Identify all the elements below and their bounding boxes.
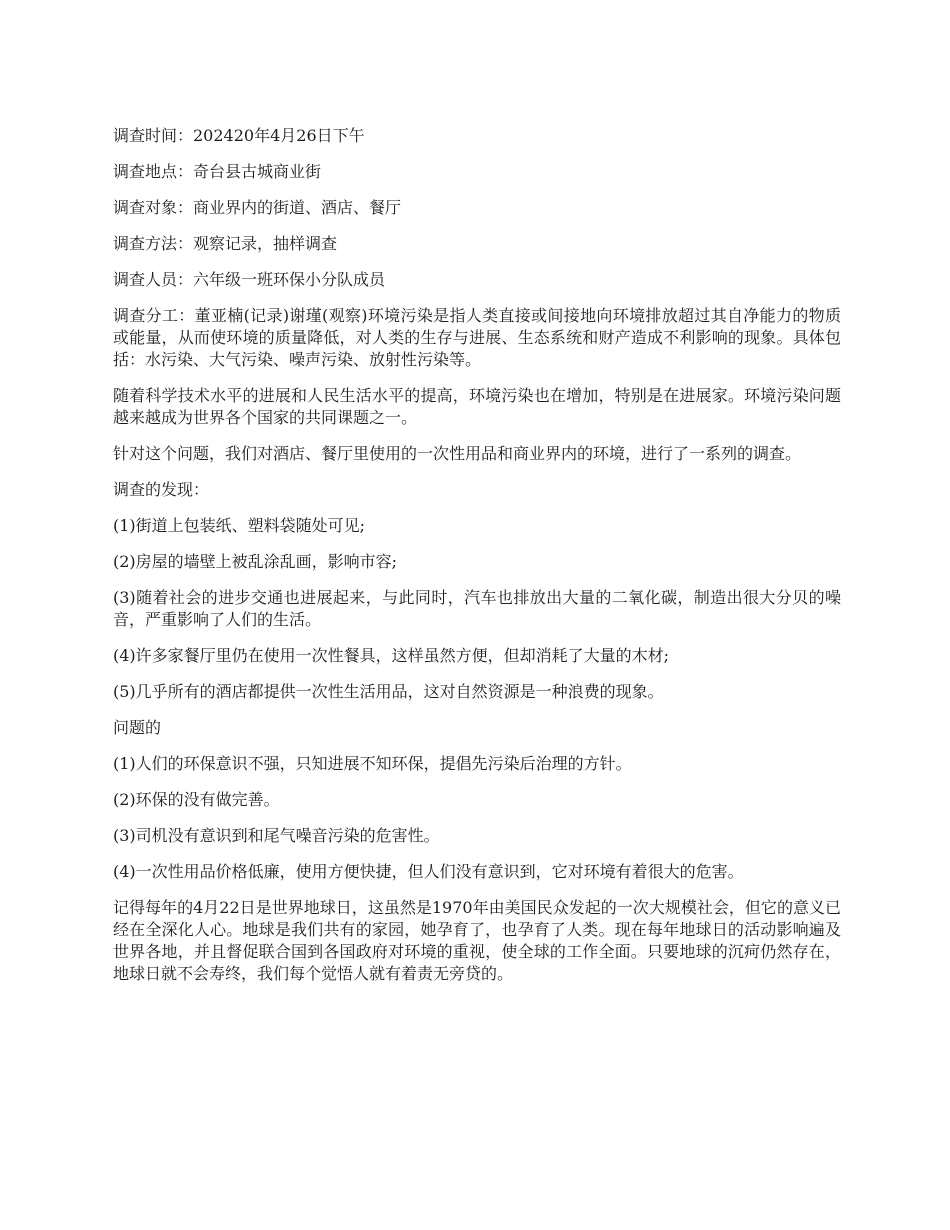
problems-heading: 问题的 [113, 718, 162, 737]
finding-item-5: (5)几乎所有的酒店都提供一次性生活用品，这对自然资源是一种浪费的现象。 [113, 682, 664, 701]
finding-item-4: (4)许多家餐厅里仍在使用一次性餐具，这样虽然方便，但却消耗了大量的木材; [113, 646, 670, 665]
problem-item-4: (4)一次性用品价格低廉，使用方便快捷，但人们没有意识到，它对环境有着很大的危害。 [113, 862, 744, 881]
problem-item-2: (2)环保的没有做完善。 [113, 790, 280, 809]
survey-personnel: 调查人员：六年级一班环保小分队成员 [113, 270, 386, 289]
finding-item-1: (1)街道上包装纸、塑料袋随处可见; [113, 516, 366, 535]
survey-location: 调查地点：奇台县古城商业街 [113, 162, 322, 181]
finding-item-2: (2)房屋的墙壁上被乱涂乱画，影响市容; [113, 552, 398, 571]
survey-subject: 调查对象：商业界内的街道、酒店、餐厅 [113, 198, 402, 217]
survey-time: 调查时间：202420年4月26日下午 [113, 126, 365, 145]
problem-item-1: (1)人们的环保意识不强，只知进展不知环保，提倡先污染后治理的方针。 [113, 754, 632, 773]
earth-day-paragraph: 记得每年的4月22日是世界地球日，这虽然是1970年由美国民众发起的一次大规模社会，但它的意义已经在全深化人心。地球是我们共有的家园，她孕育了，也孕育了人类。现在每年地球日的活动影响遍及世界各地，并且督促联合国到各国政府对环境的重视，使全球的工作全面。只要地球的沉疴仍然存在，地球日就不会寿终，我们每个觉悟人就有着责无旁贷的。 [113, 898, 841, 983]
purpose-paragraph: 针对这个问题，我们对酒店、餐厅里使用的一次性用品和商业界内的环境，进行了一系列的调查。 [113, 444, 802, 463]
problem-item-3: (3)司机没有意识到和尾气噪音污染的危害性。 [113, 826, 440, 845]
findings-heading: 调查的发现： [113, 480, 210, 499]
background-paragraph: 随着科学技术水平的进展和人民生活水平的提高，环境污染也在增加，特别是在进展家。环境污染问题越来越成为世界各个国家的共同课题之一。 [113, 386, 841, 427]
finding-item-3: (3)随着社会的进步交通也进展起来，与此同时，汽车也排放出大量的二氧化碳，制造出很大分贝的噪音，严重影响了人们的生活。 [113, 588, 841, 629]
survey-method: 调查方法：观察记录，抽样调查 [113, 234, 338, 253]
document-body [113, 125, 841, 999]
survey-division-paragraph: 调查分工：董亚楠(记录)谢瑾(观察)环境污染是指人类直接或间接地向环境排放超过其自净能力的物质或能量，从而使环境的质量降低，对人类的生存与进展、生态系统和财产造成不利影响的现象。具体包括：水污染、大气污染、噪声污染、放射性污染等。 [113, 306, 841, 369]
